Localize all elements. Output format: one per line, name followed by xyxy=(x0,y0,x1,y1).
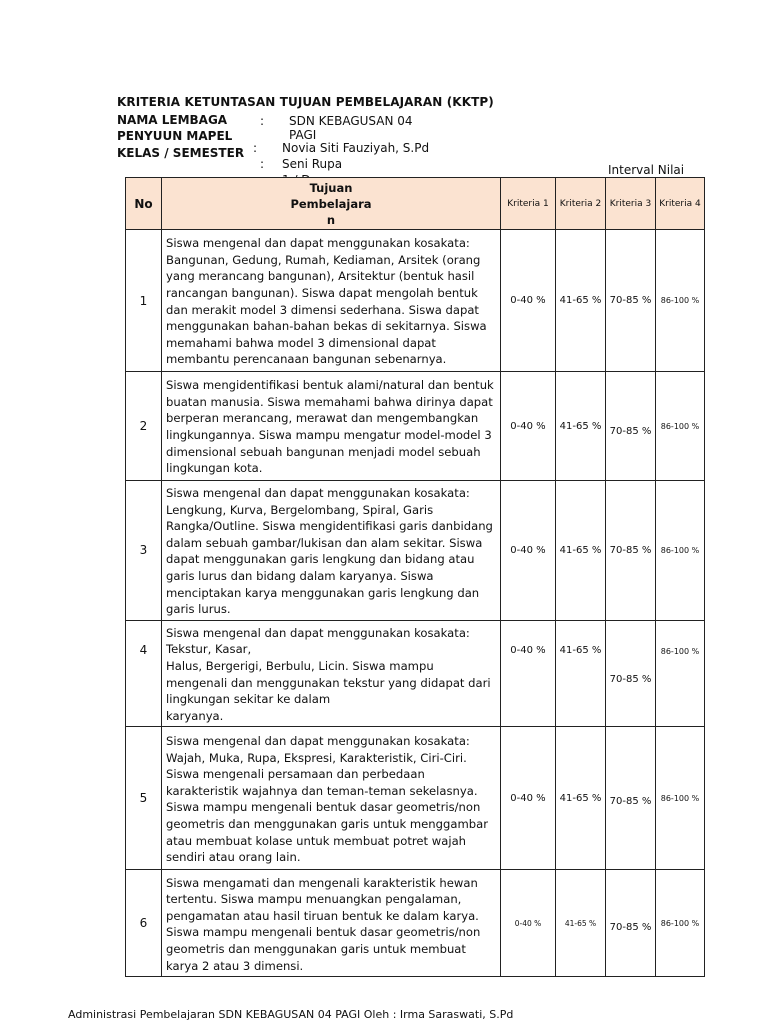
row-kriteria-4: 86-100 % xyxy=(656,727,705,870)
header-kriteria-3: Kriteria 3 xyxy=(606,178,656,230)
row-kriteria-4: 86-100 % xyxy=(656,372,705,481)
row-kriteria-1: 0-40 % xyxy=(501,481,556,621)
row-description-text: Siswa mengamati dan mengenali karakteristik hewan tertentu. Siswa mampu menuangkan pengalaman, pengamatan atau hasil tiruan bentuk ke dalam karya. Siswa mampu mengenali bentuk dasar geometris/non geometris dan menggunakan garis untuk membuat karya 2 atau 3 dimensi. xyxy=(166,875,481,973)
row-kriteria-4: 86-100 % xyxy=(656,230,705,372)
row-kriteria-1: 0-40 % xyxy=(501,372,556,481)
row-description xyxy=(162,230,501,372)
row-kriteria-3: 70-85 % xyxy=(606,230,656,372)
row-description xyxy=(162,727,501,870)
kktp-table xyxy=(125,177,705,977)
row-number: 4 xyxy=(126,620,162,727)
value-nama-lembaga: SDN KEBAGUSAN 04 PAGI xyxy=(289,114,413,142)
row-number: 2 xyxy=(126,372,162,481)
row-kriteria-2: 41-65 % xyxy=(556,481,606,621)
row-number: 3 xyxy=(126,481,162,621)
interval-nilai-label: Interval Nilai xyxy=(608,163,685,177)
table-row xyxy=(126,620,705,727)
row-kriteria-1: 0-40 % xyxy=(501,620,556,727)
row-kriteria-1: 0-40 % xyxy=(501,870,556,977)
label-kelas-semester: KELAS / SEMESTER xyxy=(117,146,245,160)
page-footer: Administrasi Pembelajaran SDN KEBAGUSAN 04 PAGI Oleh : Irma Saraswati, S.Pd xyxy=(68,1008,514,1021)
row-number: 1 xyxy=(126,230,162,372)
header-kriteria-4: Kriteria 4 xyxy=(656,178,705,230)
header-kriteria-1: Kriteria 1 xyxy=(501,178,556,230)
row-description-text: Siswa mengenal dan dapat menggunakan kosakata: Lengkung, Kurva, Bergelombang, Spiral, Garis Rangka/Outline. Siswa mengidentifikasi garis danbidang dalam sebuah gambar/lukisan dan alam sekitar. Siswa dapat menggunakan garis lengkung dan bidang atau garis lurus dan bidang dalam karyanya. Siswa menciptakan karya menggunakan garis lengkung dan garis lurus. xyxy=(166,486,493,617)
row-kriteria-3: 70-85 % xyxy=(606,870,656,977)
label-nama-lembaga: NAMA LEMBAGA xyxy=(117,113,228,127)
row-kriteria-2: 41-65 % xyxy=(556,727,606,870)
table-header-row xyxy=(126,178,705,230)
colon-nama-lembaga: : xyxy=(260,114,265,128)
row-kriteria-2: 41-65 % xyxy=(556,870,606,977)
row-kriteria-2: 41-65 % xyxy=(556,230,606,372)
row-description xyxy=(162,620,501,727)
table-row xyxy=(126,870,705,977)
row-description-text: Siswa mengenal dan dapat menggunakan kosakata: Tekstur, Kasar, Halus, Bergerigi, Berbulu, Licin. Siswa mampu mengenali dan menggunakan tekstur yang didapat dari lingkungan sekitar ke dalam karyanya. xyxy=(166,625,491,723)
row-kriteria-2: 41-65 % xyxy=(556,372,606,481)
row-description xyxy=(162,870,501,977)
row-description-text: Siswa mengidentifikasi bentuk alami/natural dan bentuk buatan manusia. Siswa memahami bahwa dirinya dapat berperan merancang, merawat dan mengembangkan lingkungannya. Siswa mampu mengatur model-model 3 dimensional sebuah bangunan menjadi model sebuah lingkungan kota. xyxy=(166,378,494,476)
row-number: 5 xyxy=(126,727,162,870)
row-kriteria-3: 70-85 % xyxy=(606,727,656,870)
row-kriteria-3: 70-85 % xyxy=(606,620,656,727)
label-penyusun-mapel: PENYUUN MAPEL xyxy=(117,129,233,143)
row-kriteria-2: 41-65 % xyxy=(556,620,606,727)
row-kriteria-4: 86-100 % xyxy=(656,481,705,621)
header-no: No xyxy=(126,178,162,230)
row-kriteria-1: 0-40 % xyxy=(501,230,556,372)
row-description xyxy=(162,481,501,621)
colon-mapel: : xyxy=(260,157,265,171)
row-kriteria-3: 70-85 % xyxy=(606,481,656,621)
table-row xyxy=(126,481,705,621)
row-kriteria-1: 0-40 % xyxy=(501,727,556,870)
header-tujuan-pembelajaran: Tujuan Pembelajara n xyxy=(162,178,501,230)
row-kriteria-4: 86-100 % xyxy=(656,870,705,977)
table-row xyxy=(126,727,705,870)
row-description-text: Siswa mengenal dan dapat menggunakan kosakata: Bangunan, Gedung, Rumah, Kediaman, Arsitek (orang yang merancang bangunan), Arsitektur (bentuk hasil rancangan bangunan). Siswa dapat mengolah bentuk dan merakit model 3 dimensi sederhana. Siswa dapat menggunakan bahan-bahan bekas di sekitarnya. Siswa memahami bahwa model 3 dimensional dapat membantu perencanaan bangunan sebenarnya. xyxy=(166,236,487,367)
row-description-text: Siswa mengenal dan dapat menggunakan kosakata: Wajah, Muka, Rupa, Ekspresi, Karakteristik, Ciri-Ciri. Siswa mengenali persamaan dan perbedaan karakteristik wajahnya dan teman-teman sekelasnya. Siswa mampu mengenali bentuk dasar geometris/non geometris dan menggunakan garis untuk menggambar atau membuat kolase untuk membuat potret wajah sendiri atau orang lain. xyxy=(166,733,488,865)
row-number: 6 xyxy=(126,870,162,977)
value-mapel: Seni Rupa xyxy=(282,157,343,171)
table-row xyxy=(126,372,705,481)
colon-penyusun: : xyxy=(253,141,258,155)
value-penyusun: Novia Siti Fauziyah, S.Pd xyxy=(282,141,430,155)
table-row xyxy=(126,230,705,372)
row-kriteria-4: 86-100 % xyxy=(656,620,705,727)
header-kriteria-2: Kriteria 2 xyxy=(556,178,606,230)
row-kriteria-3: 70-85 % xyxy=(606,372,656,481)
document-title: KRITERIA KETUNTASAN TUJUAN PEMBELAJARAN (KKTP) xyxy=(117,95,494,109)
row-description xyxy=(162,372,501,481)
